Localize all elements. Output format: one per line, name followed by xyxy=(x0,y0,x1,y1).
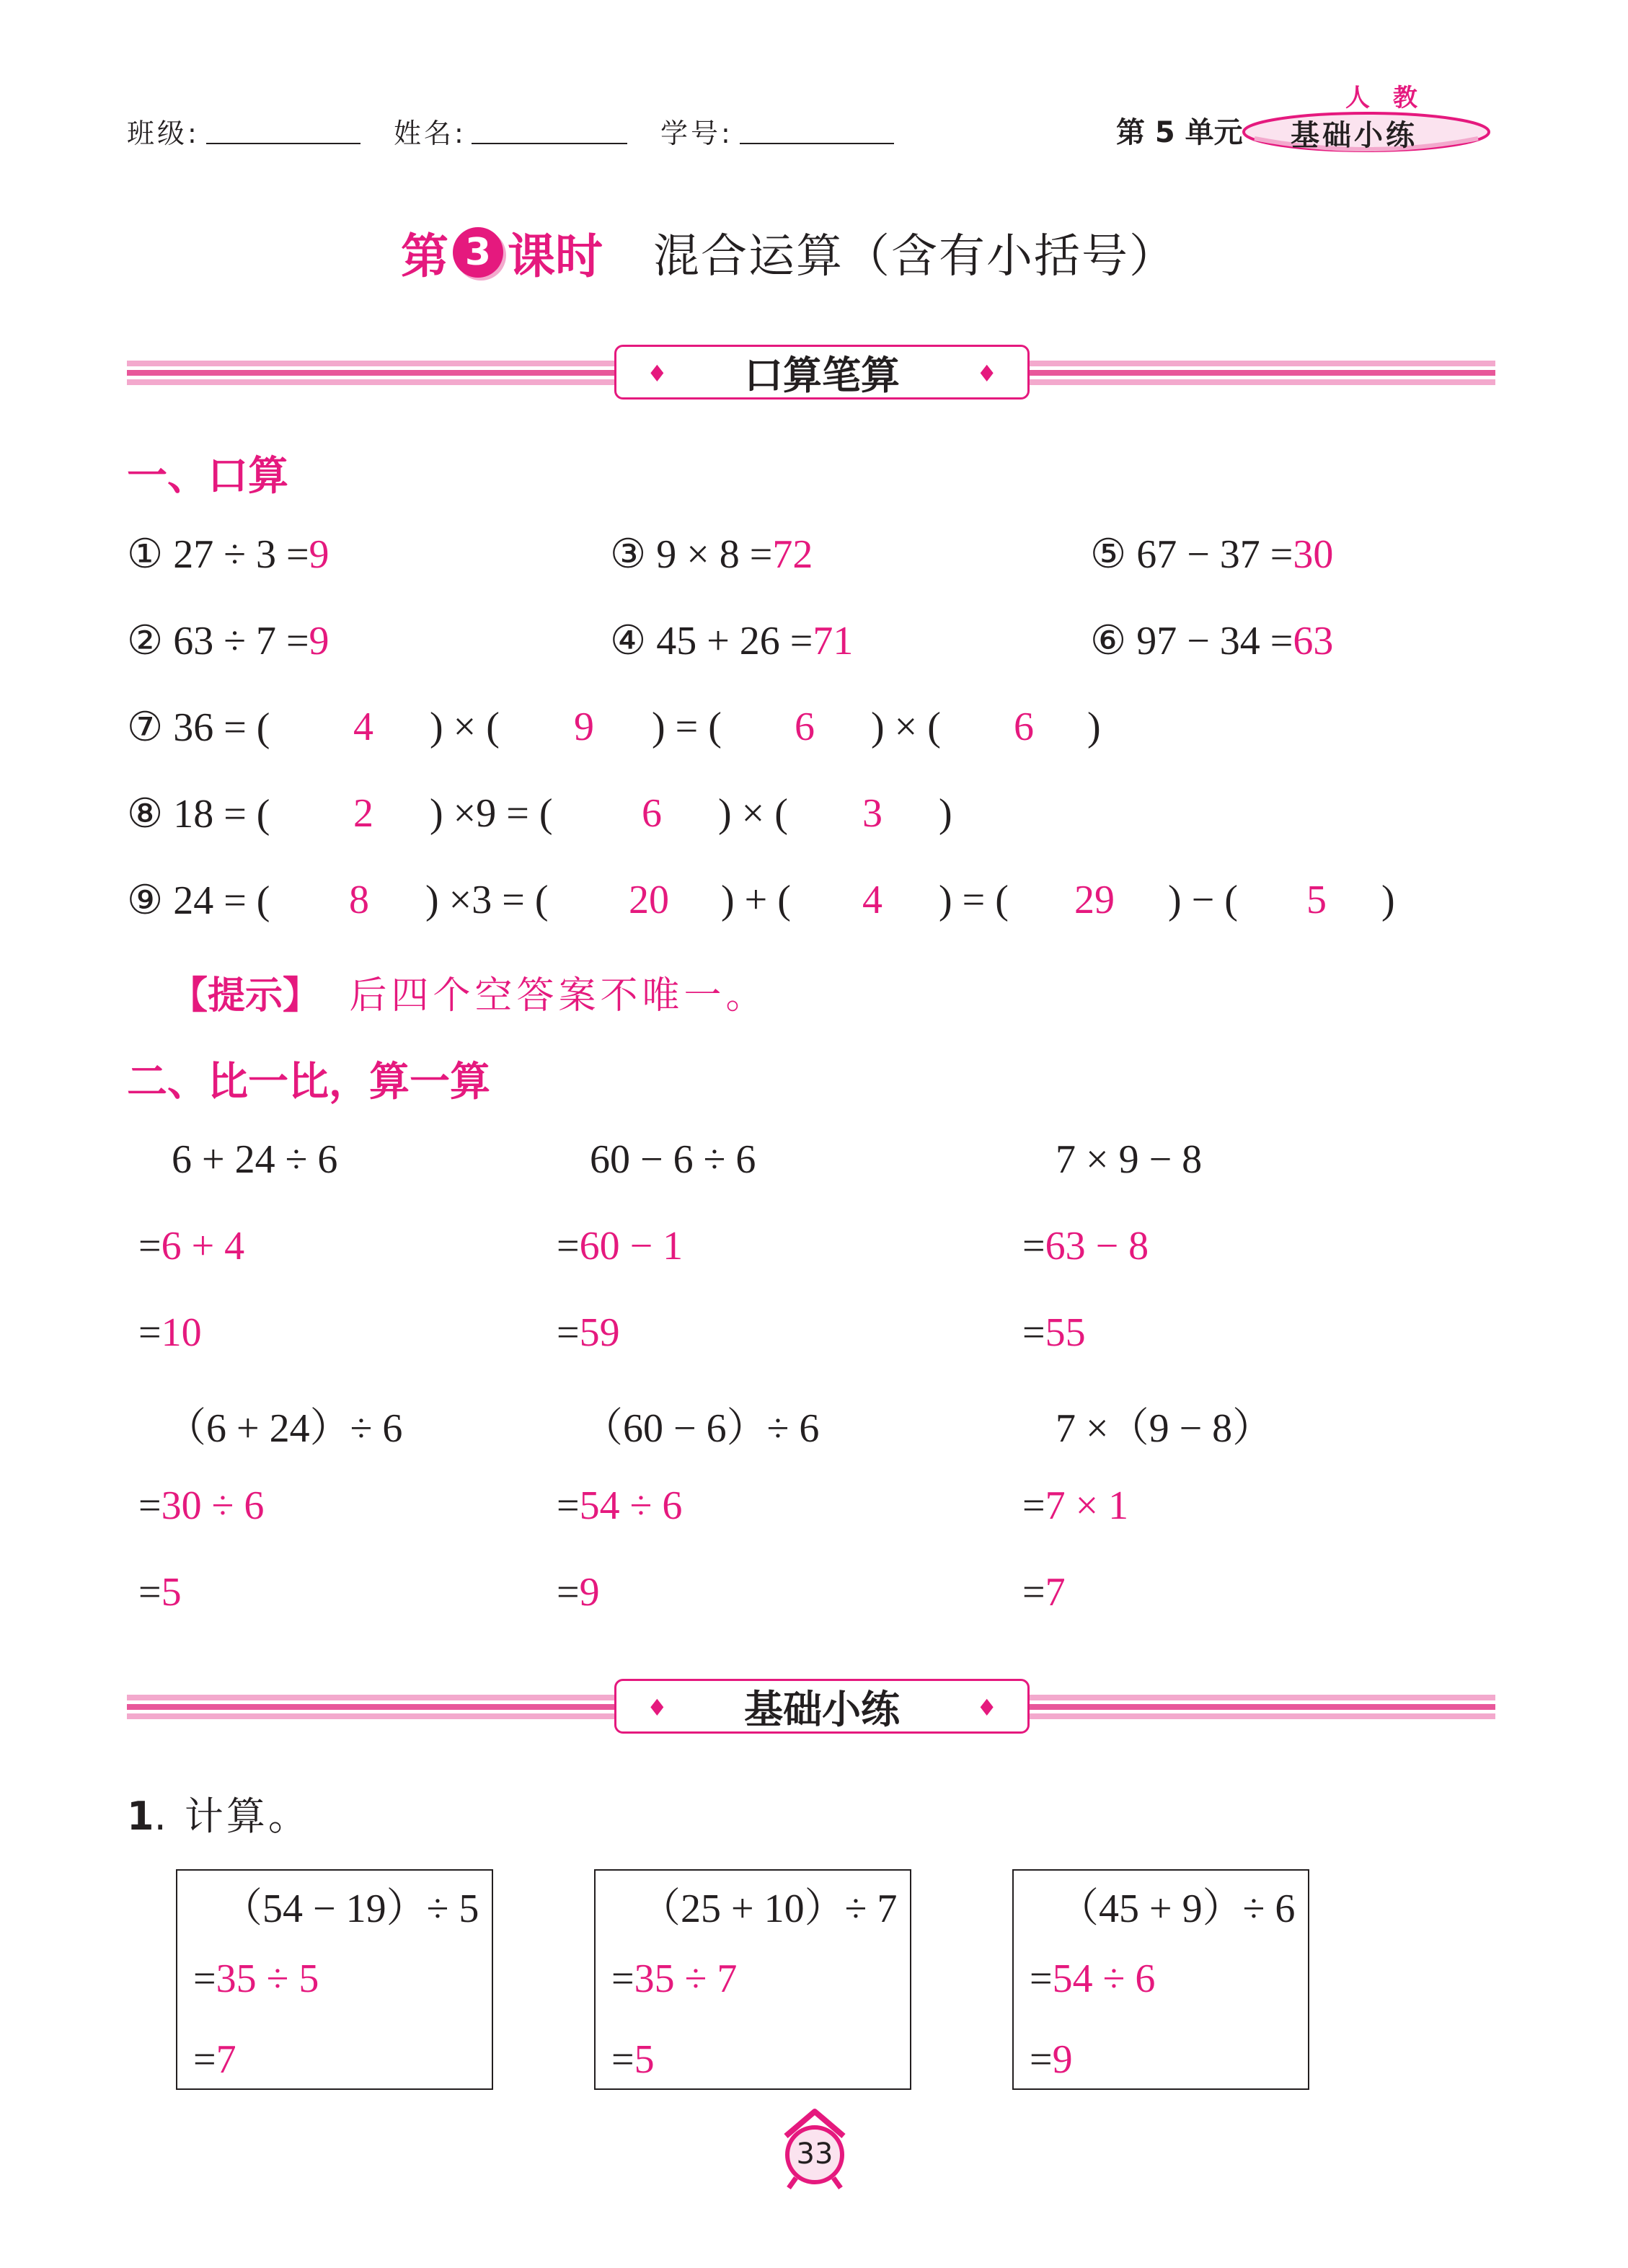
box-step-2: =7 xyxy=(193,2037,236,2082)
problem-step-1: =54 ÷ 6 xyxy=(557,1483,683,1528)
hint-label: 【提示】 xyxy=(170,974,321,1018)
problem-step-2: =5 xyxy=(138,1570,182,1615)
blank-answer: 2 xyxy=(353,791,373,836)
problem-step-1: =30 ÷ 6 xyxy=(138,1483,265,1528)
item-answer: 72 xyxy=(772,532,813,577)
oral-item-1 xyxy=(127,531,329,578)
oral-item-4 xyxy=(610,617,853,664)
item-number: ⑥ xyxy=(1090,619,1127,663)
series-label: 基础小练 xyxy=(1291,119,1417,152)
problem-step-1: =63 − 8 xyxy=(1022,1224,1149,1268)
page-number: 33 xyxy=(796,2137,833,2171)
section-banner-2 xyxy=(614,1679,1030,1734)
fill-blank-item-8 xyxy=(127,790,270,837)
expression-part: ) + ( xyxy=(721,878,791,922)
problem-step-1: =6 + 4 xyxy=(138,1224,245,1268)
exercise-instruction: . 计算。 xyxy=(154,1793,310,1839)
box-step-1: =35 ÷ 5 xyxy=(193,1956,319,2001)
problem-expression: （6 + 24）÷ 6 xyxy=(166,1406,403,1451)
expression-part: 24 = ( xyxy=(173,878,270,923)
box-expression: （45 + 9）÷ 6 xyxy=(1058,1887,1296,1931)
blank-answer: 6 xyxy=(795,705,815,749)
lesson-topic: 混合运算（含有小括号） xyxy=(653,229,1177,283)
blank-answer: 20 xyxy=(629,878,669,922)
blank-answer: 3 xyxy=(862,791,882,836)
lesson-prefix: 第 xyxy=(401,229,448,284)
problem-step-1: =7 × 1 xyxy=(1022,1483,1129,1528)
item-number: ⑧ xyxy=(127,792,164,837)
item-number: ② xyxy=(127,619,164,663)
blank-answer: 4 xyxy=(353,705,373,749)
item-number: ⑦ xyxy=(127,705,164,750)
item-answer: 9 xyxy=(309,619,329,663)
blank-answer: 29 xyxy=(1074,878,1115,922)
item-number: ⑨ xyxy=(127,878,164,923)
oral-item-5 xyxy=(1090,531,1333,578)
item-number: ③ xyxy=(610,532,647,577)
box-expression: （54 − 19）÷ 5 xyxy=(222,1887,479,1931)
item-answer: 71 xyxy=(813,619,854,663)
blank-answer: 6 xyxy=(1014,705,1034,749)
expression-part: 36 = ( xyxy=(173,705,270,750)
item-expression: 45 + 26 = xyxy=(656,619,813,663)
blank-answer: 6 xyxy=(642,791,662,836)
student-id-field[interactable] xyxy=(740,143,894,144)
blank-answer: 5 xyxy=(1306,878,1327,922)
section-heading-1: 一、口算 xyxy=(127,453,288,500)
diamond-icon: ♦ xyxy=(647,1694,668,1721)
hint-text: 后四个空答案不唯一。 xyxy=(349,974,768,1018)
answer-box xyxy=(176,1869,493,2090)
problem-expression: （60 − 6）÷ 6 xyxy=(583,1406,820,1451)
box-step-2: =5 xyxy=(611,2037,655,2082)
section-banner-1 xyxy=(614,345,1030,400)
lesson-number-circle: 3 xyxy=(453,227,503,278)
box-step-1: =35 ÷ 7 xyxy=(611,1956,738,2001)
expression-part: ) × ( xyxy=(871,705,941,749)
problem-expression: 60 − 6 ÷ 6 xyxy=(590,1137,756,1182)
fill-blank-item-7 xyxy=(127,704,270,751)
expression-part: ) × ( xyxy=(430,705,500,749)
item-expression: 27 ÷ 3 = xyxy=(173,532,309,577)
problem-step-1: =60 − 1 xyxy=(557,1224,684,1268)
problem-step-2: =55 xyxy=(1022,1310,1086,1355)
edition-label: 人 教 xyxy=(1345,84,1425,112)
fill-blank-item-9 xyxy=(127,877,270,924)
expression-part: 18 = ( xyxy=(173,792,270,837)
expression-part: ) xyxy=(1381,878,1395,922)
lesson-title xyxy=(401,218,1177,286)
oral-item-3 xyxy=(610,531,813,578)
box-step-2: =9 xyxy=(1030,2037,1073,2082)
item-number: ① xyxy=(127,532,164,577)
expression-part: ) xyxy=(1087,705,1101,749)
problem-step-2: =7 xyxy=(1022,1570,1066,1615)
item-answer: 63 xyxy=(1293,619,1334,663)
problem-expression: 7 ×（9 − 8） xyxy=(1056,1406,1273,1451)
expression-part: ) xyxy=(939,791,952,836)
answer-box xyxy=(1012,1869,1309,2090)
expression-part: ) ×3 = ( xyxy=(425,878,549,922)
blank-answer: 4 xyxy=(862,878,882,922)
lesson-number xyxy=(401,218,603,286)
lesson-suffix: 课时 xyxy=(508,229,603,284)
class-field[interactable] xyxy=(206,143,360,144)
item-expression: 9 × 8 = xyxy=(656,532,773,577)
section-banner-2-label: 基础小练 xyxy=(744,1686,900,1732)
series-badge xyxy=(1240,110,1492,154)
oral-item-2 xyxy=(127,617,329,664)
answer-box xyxy=(594,1869,911,2090)
expression-part: ) = ( xyxy=(939,878,1009,922)
item-expression: 97 − 34 = xyxy=(1136,619,1293,663)
exercise-1-heading xyxy=(127,1786,310,1841)
box-expression: （25 + 10）÷ 7 xyxy=(640,1887,898,1931)
item-number: ④ xyxy=(610,619,647,663)
oral-item-6 xyxy=(1090,617,1333,664)
problem-step-2: =59 xyxy=(557,1310,620,1355)
class-label: 班级: xyxy=(127,118,200,149)
item-number: ⑤ xyxy=(1090,532,1127,577)
problem-step-2: =9 xyxy=(557,1570,600,1615)
student-id-label: 学号: xyxy=(660,118,733,149)
problem-expression: 6 + 24 ÷ 6 xyxy=(172,1137,338,1182)
diamond-icon: ♦ xyxy=(647,360,668,387)
item-expression: 67 − 37 = xyxy=(1136,532,1293,577)
problem-expression: 7 × 9 − 8 xyxy=(1056,1137,1203,1182)
item-expression: 63 ÷ 7 = xyxy=(173,619,309,663)
diamond-icon: ♦ xyxy=(976,1694,997,1721)
expression-part: ) − ( xyxy=(1168,878,1238,922)
item-answer: 9 xyxy=(309,532,329,577)
name-label: 姓名: xyxy=(394,118,466,149)
name-field[interactable] xyxy=(472,143,627,144)
expression-part: ) × ( xyxy=(718,791,788,836)
expression-part: ) = ( xyxy=(652,705,722,749)
blank-answer: 9 xyxy=(574,705,594,749)
expression-part: ) ×9 = ( xyxy=(430,791,553,836)
problem-step-2: =10 xyxy=(138,1310,202,1355)
item-answer: 30 xyxy=(1293,532,1334,577)
section-banner-1-label: 口算笔算 xyxy=(744,352,900,398)
diamond-icon: ♦ xyxy=(976,360,997,387)
hint xyxy=(170,965,768,1019)
exercise-number: 1 xyxy=(127,1793,154,1839)
page-number-badge xyxy=(771,2106,858,2192)
section-heading-2: 二、比一比，算一算 xyxy=(127,1059,490,1106)
box-step-1: =54 ÷ 6 xyxy=(1030,1956,1156,2001)
unit-label: 第 5 单元 xyxy=(1116,116,1243,149)
blank-answer: 8 xyxy=(349,878,369,922)
